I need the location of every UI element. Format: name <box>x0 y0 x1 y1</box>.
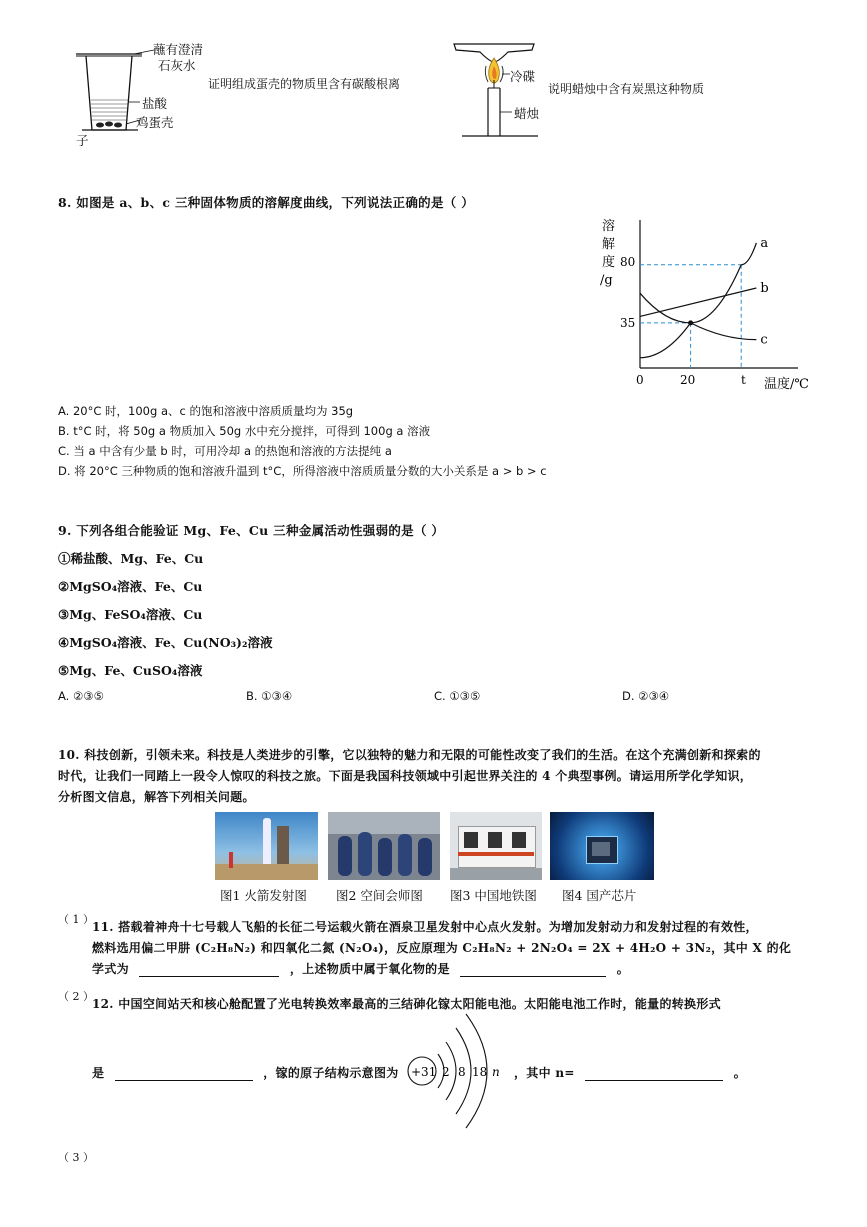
right-experiment-caption: 说明蜡烛中含有炭黑这种物质 <box>548 82 705 96</box>
q9-item-1: ①稀盐酸、Mg、Fe、Cu <box>58 551 204 566</box>
rocket-launch-photo <box>215 812 318 880</box>
subway-photo <box>450 812 542 880</box>
label-cold-plate: 冷碟 <box>510 69 536 84</box>
x-tick-t: t <box>741 373 746 387</box>
x-tick-0: 0 <box>636 373 644 387</box>
label-limewater-2: 石灰水 <box>158 58 196 73</box>
q10-line-2: 时代，让我们一同踏上一段令人惊叹的科技之旅。下面是我国科技领域中引起世界关注的 4 个典型事例。请运用所学化学知识， <box>58 769 753 783</box>
q8-option-d[interactable]: D. 将 20°C 三种物质的饱和溶液升温到 t°C，所得溶液中溶质质量分数的大小关系是 a > b > c <box>58 464 547 478</box>
answer-blank-n[interactable] <box>585 1068 723 1081</box>
q9-item-5: ⑤Mg、Fe、CuSO₄溶液 <box>58 663 203 678</box>
sub2-line-2-start <box>92 1064 399 1081</box>
sub2-line-2-end <box>514 1064 746 1081</box>
series-label-b: b <box>760 281 769 297</box>
sub2-line-1: 12. 中国空间站天和核心舱配置了光电转换效率最高的三结砷化镓太阳能电池。太阳能电池工作时，能量的转换形式 <box>92 997 721 1011</box>
y-axis-label-1: 溶 <box>602 219 616 234</box>
chip-photo <box>550 812 654 880</box>
x-axis-label: 温度/℃ <box>764 377 809 392</box>
sub1-line-3-middle: ，上述物质中属于氧化物的是 <box>289 962 450 976</box>
series-label-c: c <box>760 332 768 348</box>
caption-wrap-char: 子 <box>76 133 89 148</box>
atom-shell-3: 18 <box>472 1065 488 1079</box>
solubility-chart <box>598 210 818 395</box>
left-experiment-caption: 证明组成蛋壳的物质里含有碳酸根离 <box>208 77 401 91</box>
figure-1-caption: 图1 火箭发射图 <box>220 888 307 903</box>
sub3-number: （ 3 ） <box>58 1151 94 1164</box>
label-hydrochloric-acid: 盐酸 <box>142 96 168 111</box>
answer-blank-oxides[interactable] <box>460 964 606 977</box>
y-axis-label-3: 度 <box>602 255 616 270</box>
sub2-line-2-d: 。 <box>733 1066 747 1080</box>
curve-c <box>640 293 756 339</box>
sub1-number: （ 1 ） <box>58 913 94 926</box>
atom-nucleus-charge: +31 <box>411 1065 437 1079</box>
label-limewater-1: 蘸有澄清 <box>153 42 204 57</box>
q8-option-c[interactable]: C. 当 a 中含有少量 b 时，可用冷却 a 的热饱和溶液的方法提纯 a <box>58 444 392 458</box>
y-tick-80: 80 <box>620 255 636 269</box>
series-label-a: a <box>760 235 769 251</box>
intersection-point <box>688 320 693 325</box>
atom-shell-1: 2 <box>442 1065 450 1079</box>
gallium-atom-structure-diagram <box>404 1006 512 1136</box>
q10-line-1: 10. 科技创新，引领未来。科技是人类进步的引擎，它以独特的魅力和无限的可能性改变了我们的生活。在这个充满创新和探索的 <box>58 748 761 762</box>
atom-shell-4: n <box>492 1065 500 1079</box>
q9-option-b[interactable]: B. ①③④ <box>246 689 293 703</box>
q10-line-3: 分析图文信息，解答下列相关问题。 <box>58 790 255 804</box>
sub2-line-2-c: ，其中 n= <box>514 1066 575 1080</box>
sub2-number: （ 2 ） <box>58 990 94 1003</box>
figure-2-caption: 图2 空间会师图 <box>336 888 423 903</box>
sub1-line-3 <box>92 960 629 977</box>
x-tick-20: 20 <box>680 373 696 387</box>
sub1-line-1: 11. 搭载着神舟十七号载人飞船的长征二号运载火箭在酒泉卫星发射中心点火发射。为增加发射动力和发射过程的有效性， <box>92 920 758 934</box>
figure-4-caption: 图4 国产芯片 <box>562 888 637 903</box>
atom-shell-2: 8 <box>458 1065 466 1079</box>
label-candle: 蜡烛 <box>514 106 540 121</box>
curve-a <box>640 243 756 358</box>
q9-item-4: ④MgSO₄溶液、Fe、Cu(NO₃)₂溶液 <box>58 635 273 650</box>
y-tick-35: 35 <box>620 316 636 330</box>
y-axis-label-2: 解 <box>602 237 616 252</box>
answer-blank-energy-conversion[interactable] <box>115 1068 253 1081</box>
question-9-stem: 9. 下列各组合能验证 Mg、Fe、Cu 三种金属活动性强弱的是（ ） <box>58 523 445 538</box>
q9-item-2: ②MgSO₄溶液、Fe、Cu <box>58 579 203 594</box>
curve-b <box>640 288 756 316</box>
q9-option-a[interactable]: A. ②③⑤ <box>58 689 104 703</box>
answer-blank-x-formula[interactable] <box>139 964 279 977</box>
q9-option-c[interactable]: C. ①③⑤ <box>434 689 481 703</box>
q8-option-a[interactable]: A. 20°C 时，100g a、c 的饱和溶液中溶质质量均为 35g <box>58 404 354 418</box>
question-8-stem: 8. 如图是 a、b、c 三种固体物质的溶解度曲线，下列说法正确的是（ ） <box>58 195 475 210</box>
y-axis-label-4: /g <box>600 273 613 288</box>
q8-option-b[interactable]: B. t°C 时，将 50g a 物质加入 50g 水中充分搅拌，可得到 100g a 溶液 <box>58 424 431 438</box>
q9-item-3: ③Mg、FeSO₄溶液、Cu <box>58 607 203 622</box>
sub1-line-3-start: 学式为 <box>92 962 129 976</box>
sub1-line-3-end: 。 <box>616 962 630 976</box>
candle-diagram <box>448 38 558 143</box>
sub2-line-2-b: ，镓的原子结构示意图为 <box>263 1066 399 1080</box>
figure-3-caption: 图3 中国地铁图 <box>450 888 537 903</box>
label-egg-shell: 鸡蛋壳 <box>136 115 174 130</box>
q9-option-d[interactable]: D. ②③④ <box>622 689 670 703</box>
space-station-photo <box>328 812 440 880</box>
sub2-line-2-a: 是 <box>92 1066 105 1080</box>
sub1-line-2: 燃料选用偏二甲肼 (C₂H₈N₂) 和四氧化二氮 (N₂O₄)，反应原理为 C₂H₈N₂ + 2N₂O₄ = 2X + 4H₂O + 3N₂，其中 X 的化 <box>92 941 792 955</box>
